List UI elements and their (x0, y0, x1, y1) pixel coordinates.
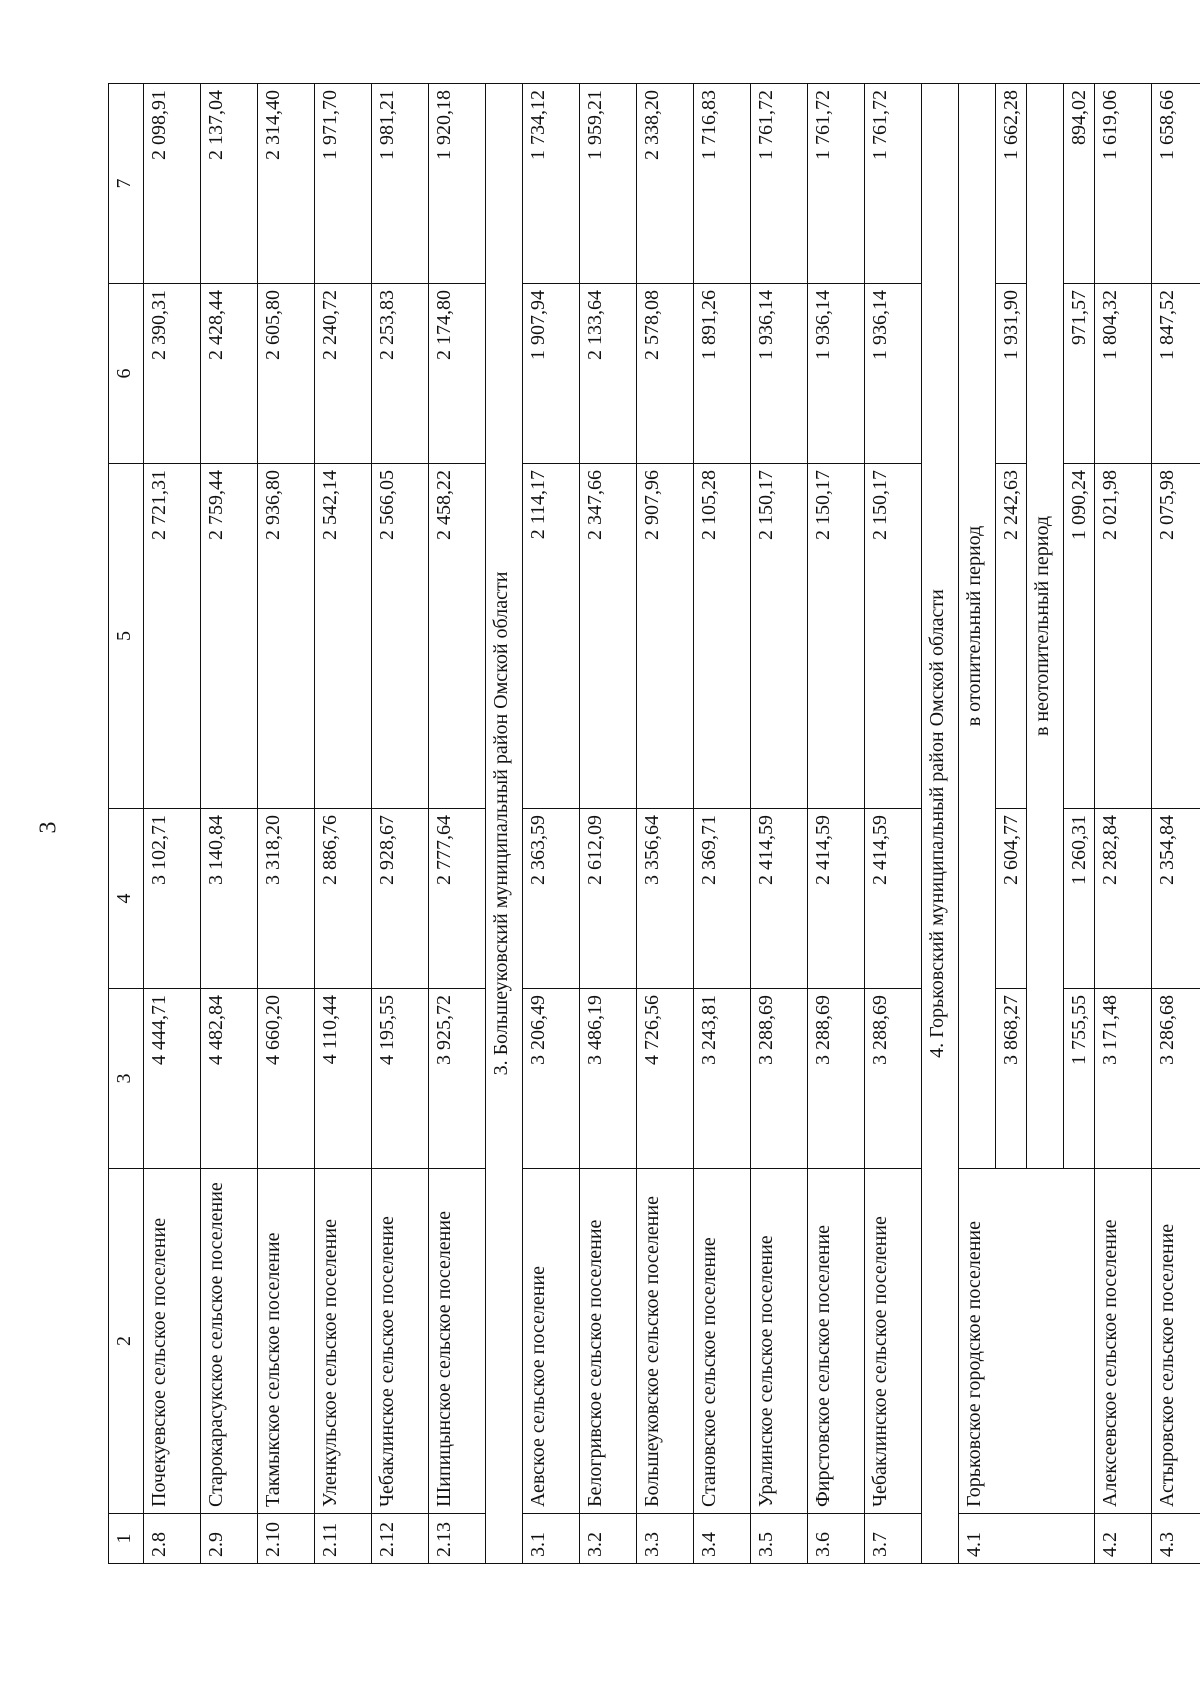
value-cell: 2 907,96 (637, 464, 694, 809)
section-row (486, 84, 523, 1564)
value-cell: 3 102,71 (144, 809, 201, 989)
value-cell: 1 981,21 (372, 84, 429, 284)
settlement-name: Шипицынское сельское поселение (429, 1169, 486, 1514)
value-cell: 3 171,48 (1095, 989, 1152, 1169)
value-cell: 1 971,70 (315, 84, 372, 284)
table-row (808, 84, 865, 1564)
value-cell: 1 734,12 (523, 84, 580, 284)
value-cell: 2 886,76 (315, 809, 372, 989)
table-row (144, 84, 201, 1564)
table-row (523, 84, 580, 1564)
value-cell: 2 363,59 (523, 809, 580, 989)
value-cell: 2 338,20 (637, 84, 694, 284)
value-cell: 2 428,44 (201, 284, 258, 464)
row-number: 3.6 (808, 1514, 865, 1564)
value-cell: 2 458,22 (429, 464, 486, 809)
value-cell: 1 907,94 (523, 284, 580, 464)
value-cell: 1 090,24 (1064, 464, 1095, 809)
value-cell: 2 936,80 (258, 464, 315, 809)
value-cell: 2 021,98 (1095, 464, 1152, 809)
value-cell: 2 105,28 (694, 464, 751, 809)
row-number: 3.7 (865, 1514, 922, 1564)
row-number: 4.1 (959, 1514, 1095, 1564)
value-cell: 3 288,69 (808, 989, 865, 1169)
column-header: 7 (109, 84, 144, 284)
table-row (751, 84, 808, 1564)
row-number: 3.1 (523, 1514, 580, 1564)
table-row (201, 84, 258, 1564)
value-cell: 1 761,72 (808, 84, 865, 284)
value-cell: 1 658,66 (1152, 84, 1200, 284)
period-row (959, 84, 996, 1564)
value-cell: 1 260,31 (1064, 809, 1095, 989)
settlement-name: Белогривское сельское поселение (580, 1169, 637, 1514)
value-cell: 3 243,81 (694, 989, 751, 1169)
table-row (637, 84, 694, 1564)
value-cell: 971,57 (1064, 284, 1095, 464)
value-cell: 2 721,31 (144, 464, 201, 809)
value-cell: 1 804,32 (1095, 284, 1152, 464)
settlement-name: Аевское сельское поселение (523, 1169, 580, 1514)
value-cell: 1 761,72 (865, 84, 922, 284)
settlement-name: Фирстовское сельское поселение (808, 1169, 865, 1514)
value-cell: 4 444,71 (144, 989, 201, 1169)
period-label: в неотопительный период (1027, 84, 1064, 1169)
settlement-name: Такмыкское сельское поселение (258, 1169, 315, 1514)
value-cell: 1 847,52 (1152, 284, 1200, 464)
settlement-name: Становское сельское поселение (694, 1169, 751, 1514)
value-cell: 2 174,80 (429, 284, 486, 464)
value-cell: 1 959,21 (580, 84, 637, 284)
column-header: 6 (109, 284, 144, 464)
value-cell: 2 390,31 (144, 284, 201, 464)
row-number: 2.10 (258, 1514, 315, 1564)
value-cell: 2 137,04 (201, 84, 258, 284)
value-cell: 2 578,08 (637, 284, 694, 464)
row-number: 2.13 (429, 1514, 486, 1564)
value-cell: 1 662,28 (996, 84, 1027, 284)
value-cell: 3 288,69 (865, 989, 922, 1169)
row-number: 3.3 (637, 1514, 694, 1564)
column-header: 2 (109, 1169, 144, 1514)
settlement-name: Горьковское городское поселение (959, 1169, 1095, 1514)
column-header: 4 (109, 809, 144, 989)
section-row (922, 84, 959, 1564)
settlement-name: Астыровское сельское поселение (1152, 1169, 1200, 1514)
row-number: 2.8 (144, 1514, 201, 1564)
value-cell: 2 133,64 (580, 284, 637, 464)
value-cell: 3 318,20 (258, 809, 315, 989)
column-header: 3 (109, 989, 144, 1169)
table-row (1152, 84, 1200, 1564)
row-number: 4.3 (1152, 1514, 1200, 1564)
value-cell: 2 150,17 (808, 464, 865, 809)
value-cell: 1 761,72 (751, 84, 808, 284)
table-row (315, 84, 372, 1564)
value-cell: 2 566,05 (372, 464, 429, 809)
value-cell: 3 206,49 (523, 989, 580, 1169)
value-cell: 1 936,14 (751, 284, 808, 464)
value-cell: 3 288,69 (751, 989, 808, 1169)
value-cell: 4 110,44 (315, 989, 372, 1169)
section-title: 4. Горьковский муниципальный район Омской области (922, 84, 959, 1564)
row-number: 2.9 (201, 1514, 258, 1564)
period-label: в отопительный период (959, 84, 996, 1169)
settlement-name: Чебаклинское сельское поселение (865, 1169, 922, 1514)
value-cell: 2 542,14 (315, 464, 372, 809)
value-cell: 2 354,84 (1152, 809, 1200, 989)
value-cell: 1 920,18 (429, 84, 486, 284)
value-cell: 1 936,14 (808, 284, 865, 464)
page-number: 3 (35, 821, 62, 834)
table-row (1095, 84, 1152, 1564)
table-row (865, 84, 922, 1564)
value-cell: 2 240,72 (315, 284, 372, 464)
value-cell: 2 759,44 (201, 464, 258, 809)
value-cell: 3 286,68 (1152, 989, 1200, 1169)
value-cell: 2 414,59 (808, 809, 865, 989)
value-cell: 3 486,19 (580, 989, 637, 1169)
table-row (258, 84, 315, 1564)
value-cell: 3 868,27 (996, 989, 1027, 1169)
row-number: 3.4 (694, 1514, 751, 1564)
value-cell: 2 253,83 (372, 284, 429, 464)
rotated-table-container (108, 84, 1200, 1564)
value-cell: 2 605,80 (258, 284, 315, 464)
table-row (694, 84, 751, 1564)
value-cell: 1 716,83 (694, 84, 751, 284)
value-cell: 2 928,67 (372, 809, 429, 989)
value-cell: 2 150,17 (865, 464, 922, 809)
value-cell: 2 604,77 (996, 809, 1027, 989)
row-number: 2.12 (372, 1514, 429, 1564)
value-cell: 4 195,55 (372, 989, 429, 1169)
table-row (580, 84, 637, 1564)
settlement-name: Большеуковское сельское поселение (637, 1169, 694, 1514)
value-cell: 2 369,71 (694, 809, 751, 989)
value-cell: 2 098,91 (144, 84, 201, 284)
tariff-table (108, 83, 1200, 1564)
value-cell: 2 075,98 (1152, 464, 1200, 809)
value-cell: 2 314,40 (258, 84, 315, 284)
value-cell: 2 414,59 (751, 809, 808, 989)
settlement-name: Уленкульское сельское поселение (315, 1169, 372, 1514)
value-cell: 2 282,84 (1095, 809, 1152, 989)
value-cell: 1 931,90 (996, 284, 1027, 464)
table-row (372, 84, 429, 1564)
row-number: 2.11 (315, 1514, 372, 1564)
value-cell: 2 777,64 (429, 809, 486, 989)
value-cell: 1 936,14 (865, 284, 922, 464)
column-header: 1 (109, 1514, 144, 1564)
value-cell: 4 660,20 (258, 989, 315, 1169)
value-cell: 2 242,63 (996, 464, 1027, 809)
value-cell: 1 619,06 (1095, 84, 1152, 284)
value-cell: 1 755,55 (1064, 989, 1095, 1169)
settlement-name: Чебаклинское сельское поселение (372, 1169, 429, 1514)
header-row (109, 84, 144, 1564)
value-cell: 3 356,64 (637, 809, 694, 989)
value-cell: 2 414,59 (865, 809, 922, 989)
value-cell: 1 891,26 (694, 284, 751, 464)
value-cell: 4 726,56 (637, 989, 694, 1169)
value-cell: 2 612,09 (580, 809, 637, 989)
section-title: 3. Большеуковский муниципальный район Омской области (486, 84, 523, 1564)
settlement-name: Почекуевское сельское поселение (144, 1169, 201, 1514)
column-header: 5 (109, 464, 144, 809)
settlement-name: Уралинское сельское поселение (751, 1169, 808, 1514)
row-number: 3.5 (751, 1514, 808, 1564)
value-cell: 2 150,17 (751, 464, 808, 809)
table-row (429, 84, 486, 1564)
value-cell: 3 925,72 (429, 989, 486, 1169)
row-number: 4.2 (1095, 1514, 1152, 1564)
value-cell: 3 140,84 (201, 809, 258, 989)
value-cell: 2 114,17 (523, 464, 580, 809)
settlement-name: Алексеевское сельское поселение (1095, 1169, 1152, 1514)
value-cell: 2 347,66 (580, 464, 637, 809)
row-number: 3.2 (580, 1514, 637, 1564)
settlement-name: Старокарасукское сельское поселение (201, 1169, 258, 1514)
value-cell: 894,02 (1064, 84, 1095, 284)
value-cell: 4 482,84 (201, 989, 258, 1169)
